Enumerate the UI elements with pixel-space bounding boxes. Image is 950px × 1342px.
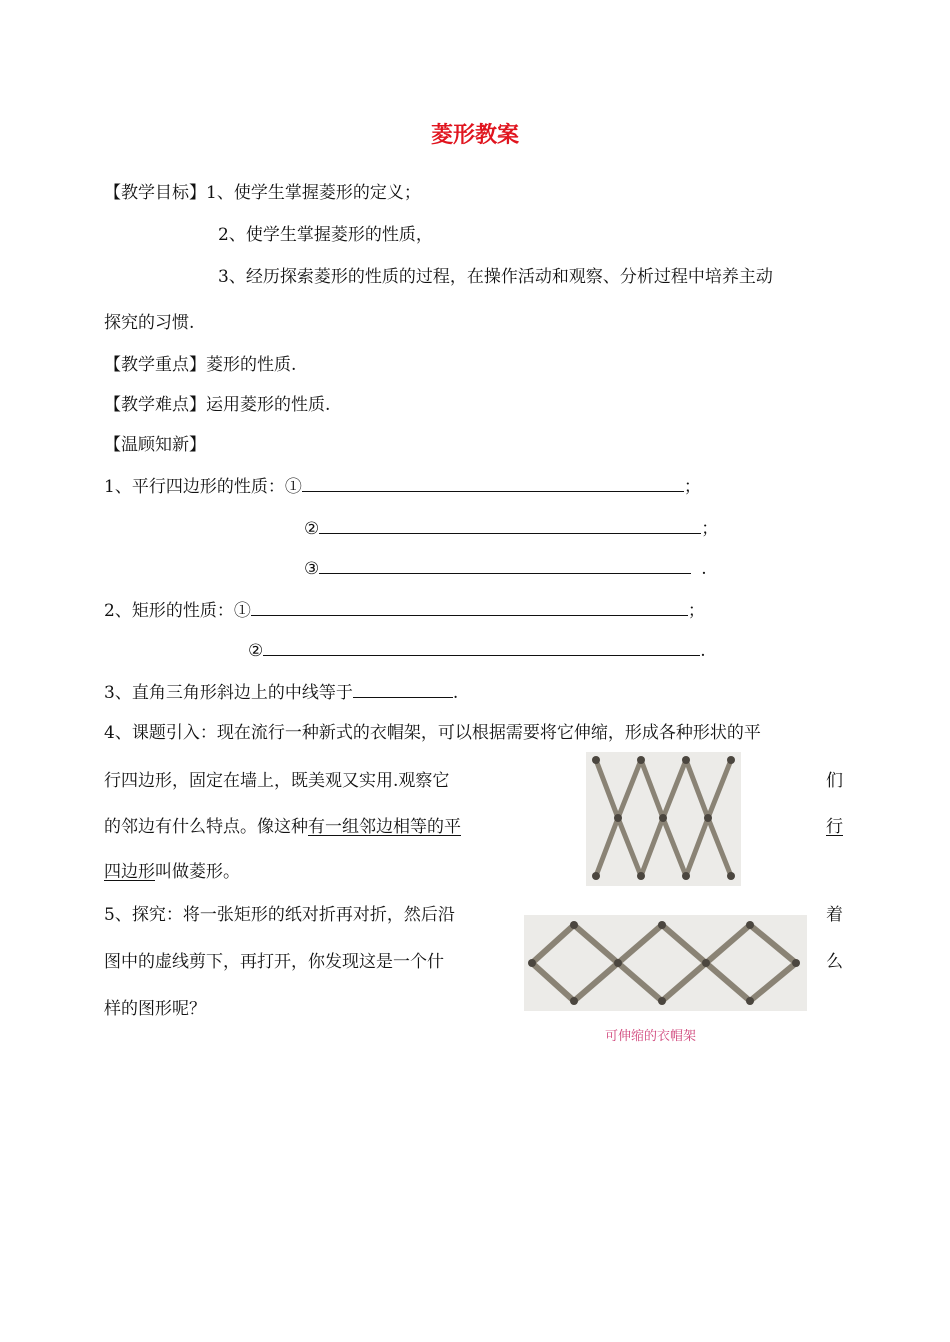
coat-rack-photo-2 [524, 915, 807, 1011]
q4-line-3-underlined: 有一组邻边相等的平 [308, 817, 461, 837]
q4-line-4 [104, 857, 240, 882]
review-heading: 【温顾知新】 [104, 435, 206, 455]
page-title: 菱形教案 [430, 123, 519, 148]
q1-line-1 [104, 472, 701, 497]
q2-marker-2: ② [248, 641, 264, 661]
objectives-label: 【教学目标】 [104, 183, 206, 203]
q1-line-3 [304, 555, 707, 579]
q2-blank-2[interactable] [263, 637, 700, 656]
q2-blank-1[interactable] [251, 597, 688, 616]
q1-end-2: ； [701, 519, 719, 539]
key-point-text: 菱形的性质. [206, 355, 297, 375]
q2-text: 2、矩形的性质： [104, 601, 234, 621]
q5-line-2-right: 么 [826, 952, 843, 972]
figure-caption: 可伸缩的衣帽架 [605, 1029, 697, 1044]
q1-text: 1、平行四边形的性质： [104, 477, 285, 497]
q5-line-1: 5、探究：将一张矩形的纸对折再对折，然后沿 [104, 905, 455, 925]
objective-3-line-1: 3、经历探索菱形的性质的过程，在操作活动和观察、分析过程中培养主动 [218, 267, 773, 287]
key-point [104, 350, 296, 375]
q2-line-1 [104, 596, 705, 621]
q5-line-2: 图中的虚线剪下，再打开，你发现这是一个什 [104, 952, 444, 972]
q1-line-2 [304, 514, 718, 539]
objectives-line-1 [104, 178, 421, 203]
q1-end-3: . [701, 559, 707, 579]
q4-line-3 [104, 812, 461, 837]
q1-blank-1[interactable] [302, 473, 684, 492]
coat-rack-photo-1 [586, 752, 741, 886]
q4-line-3-right: 行 [826, 817, 843, 837]
q4-line-4-underlined: 四边形 [104, 862, 155, 882]
q5-line-1-right: 着 [826, 905, 843, 925]
coat-rack-drawing-1 [586, 752, 741, 886]
q1-end-1: ； [683, 477, 701, 497]
objective-3-line-2: 探究的习惯. [104, 313, 195, 333]
q3-line [104, 678, 458, 703]
q1-marker-1: ① [284, 477, 302, 497]
q4-line-4-post: 叫做菱形。 [155, 862, 240, 882]
q4-line-3-pre: 的邻边有什么特点。像这种 [104, 817, 308, 837]
q1-marker-3: ③ [304, 559, 320, 579]
q4-line-1: 4、课题引入：现在流行一种新式的衣帽架，可以根据需要将它伸缩，形成各种形状的平 [104, 723, 761, 743]
key-point-label: 【教学重点】 [104, 355, 206, 375]
q1-marker-2: ② [304, 519, 320, 539]
objective-1: 1、使学生掌握菱形的定义； [206, 183, 421, 203]
q1-blank-2[interactable] [319, 515, 701, 534]
coat-rack-drawing-2 [524, 915, 807, 1011]
q2-marker-1: ① [233, 601, 251, 621]
q3-end: . [452, 683, 459, 703]
difficulty [104, 390, 330, 415]
q2-end-1: ； [687, 601, 705, 621]
q2-line-2 [248, 637, 706, 661]
q3-text: 3、直角三角形斜边上的中线等于 [104, 683, 353, 703]
q4-line-2-right: 们 [826, 771, 843, 791]
difficulty-label: 【教学难点】 [104, 395, 206, 415]
objective-2: 2、使学生掌握菱形的性质， [218, 225, 433, 245]
q3-blank[interactable] [353, 679, 453, 698]
q1-blank-3[interactable] [319, 555, 691, 574]
q5-line-3: 样的图形呢？ [104, 999, 206, 1019]
difficulty-text: 运用菱形的性质. [206, 395, 331, 415]
q2-end-2: . [700, 641, 706, 661]
q4-line-2: 行四边形，固定在墙上，既美观又实用.观察它 [104, 771, 450, 791]
